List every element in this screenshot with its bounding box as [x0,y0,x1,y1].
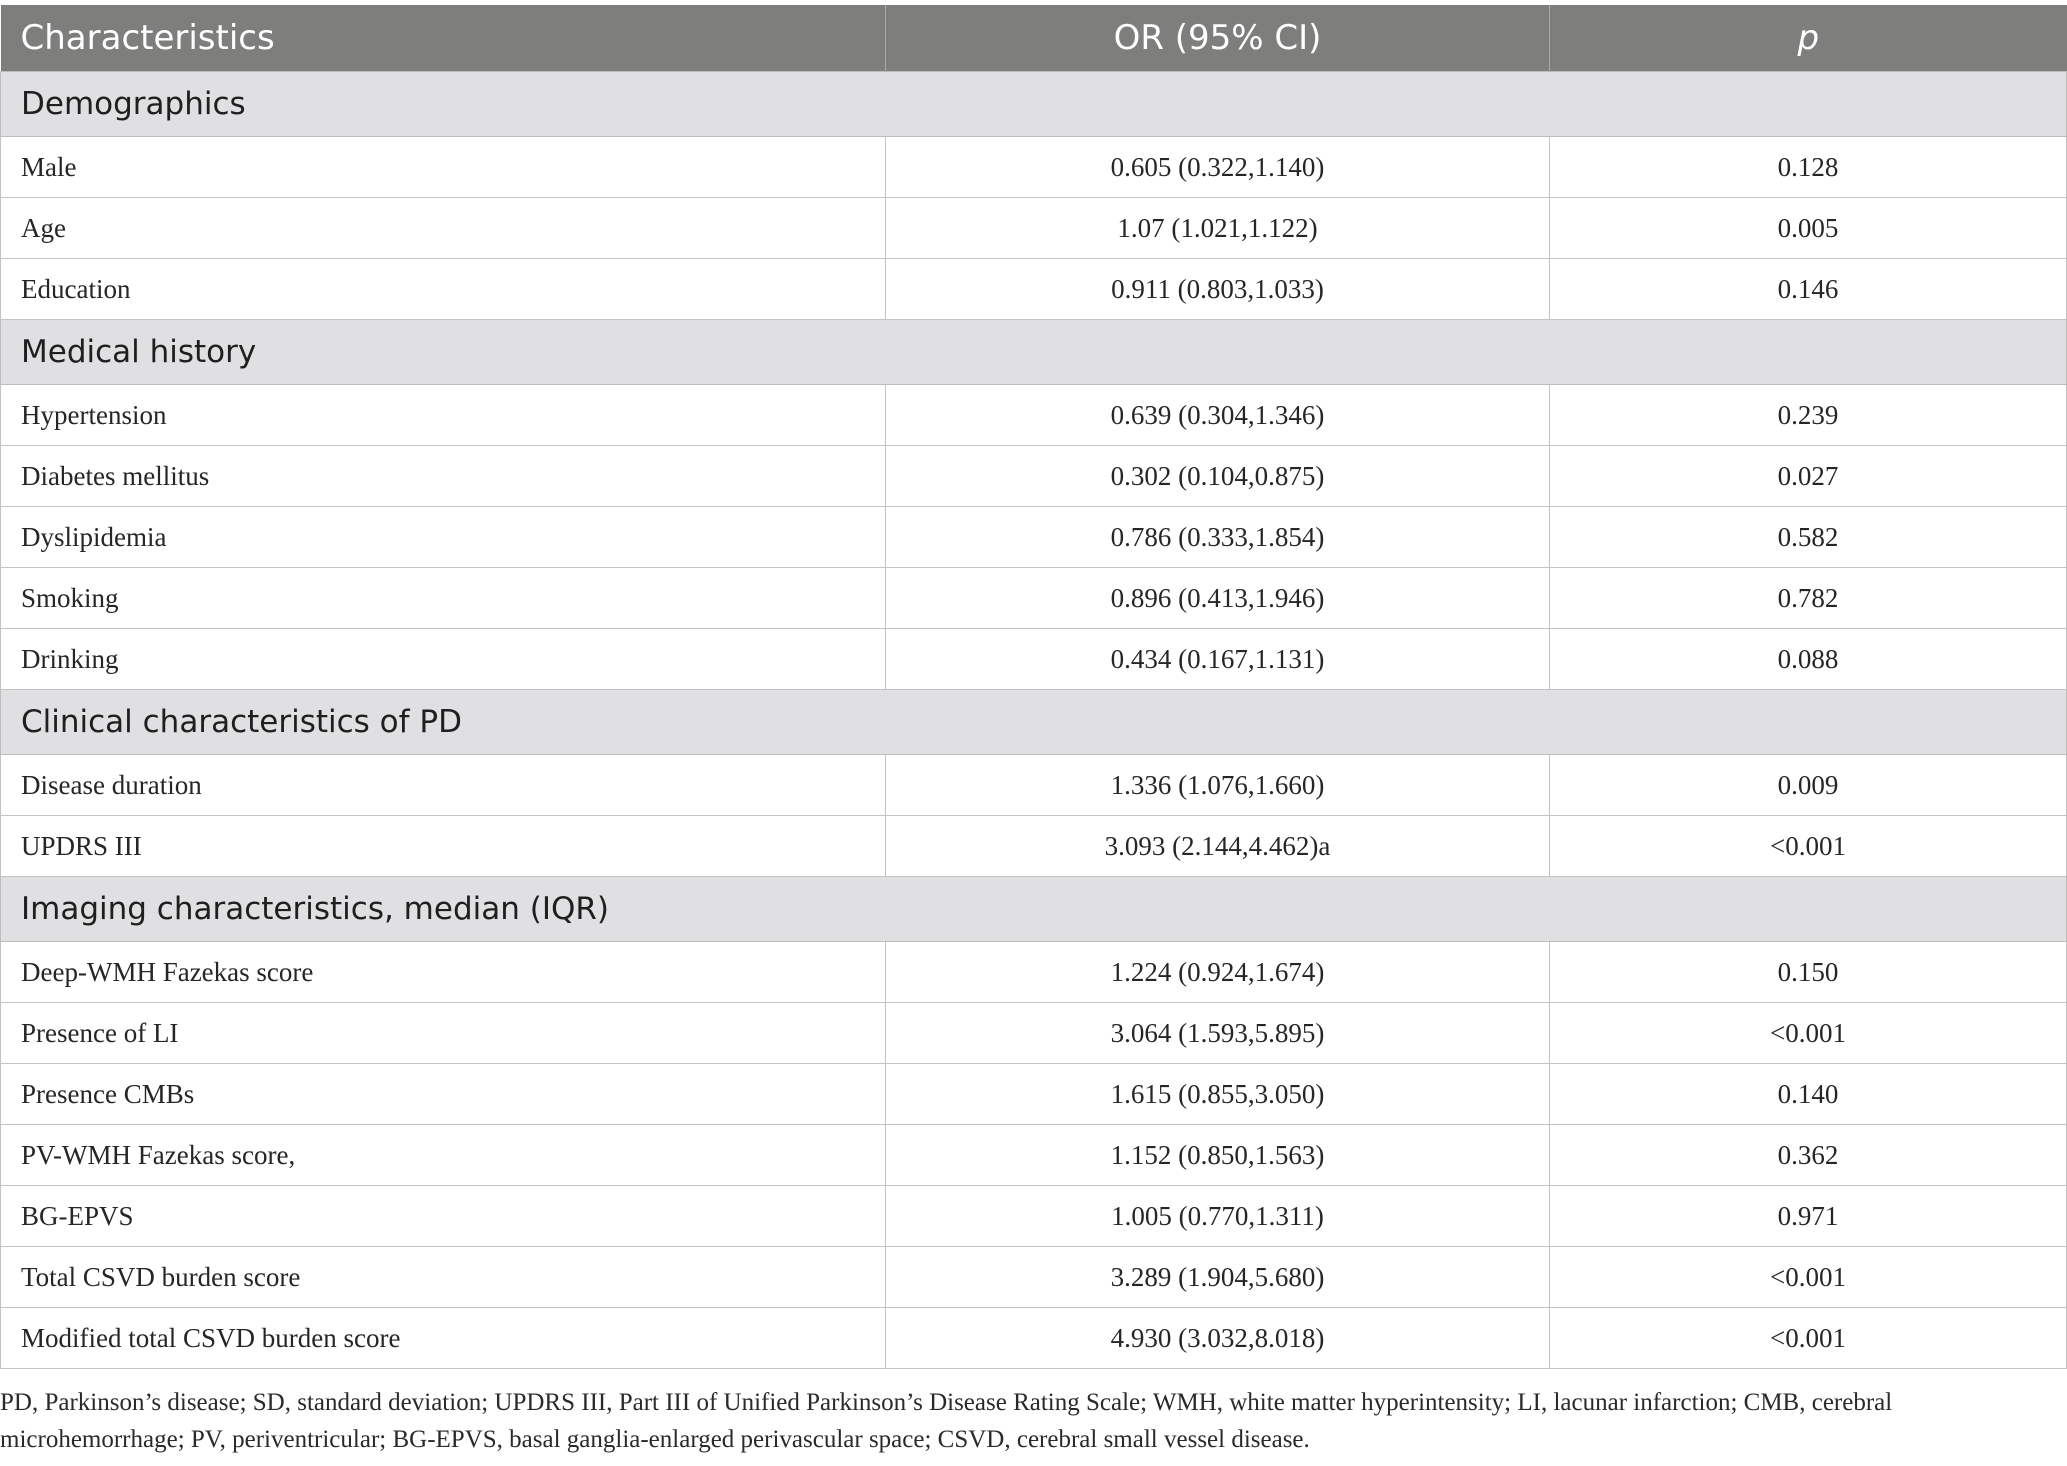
row-p: 0.140 [1550,1064,2067,1125]
row-p: 0.362 [1550,1125,2067,1186]
table-row [1,755,2067,816]
section-header [1,877,2067,942]
row-p: <0.001 [1550,816,2067,877]
row-or: 1.615 (0.855,3.050) [886,1064,1550,1125]
row-label: Presence CMBs [1,1064,886,1125]
section-header [1,320,2067,385]
row-label: Hypertension [1,385,886,446]
row-label: Total CSVD burden score [1,1247,886,1308]
row-label: Presence of LI [1,1003,886,1064]
row-label: UPDRS III [1,816,886,877]
row-or: 1.224 (0.924,1.674) [886,942,1550,1003]
table-row [1,507,2067,568]
row-or: 0.911 (0.803,1.033) [886,259,1550,320]
header-characteristics: Characteristics [1,5,886,72]
table-row [1,629,2067,690]
odds-ratio-table [0,5,2067,1369]
row-or: 0.786 (0.333,1.854) [886,507,1550,568]
row-label: Smoking [1,568,886,629]
row-or: 0.896 (0.413,1.946) [886,568,1550,629]
header-row [1,5,2067,72]
row-p: 0.782 [1550,568,2067,629]
row-or: 0.605 (0.322,1.140) [886,137,1550,198]
row-p: 0.009 [1550,755,2067,816]
row-p: <0.001 [1550,1003,2067,1064]
row-p: <0.001 [1550,1308,2067,1369]
row-p: 0.146 [1550,259,2067,320]
row-or: 1.336 (1.076,1.660) [886,755,1550,816]
row-p: 0.027 [1550,446,2067,507]
table-row [1,198,2067,259]
row-or: 3.093 (2.144,4.462)a [886,816,1550,877]
section-title: Medical history [1,320,2067,385]
row-p: 0.005 [1550,198,2067,259]
row-p: 0.582 [1550,507,2067,568]
row-p: 0.150 [1550,942,2067,1003]
table-row [1,1125,2067,1186]
row-p: 0.239 [1550,385,2067,446]
row-p: 0.128 [1550,137,2067,198]
row-or: 0.639 (0.304,1.346) [886,385,1550,446]
row-p: 0.971 [1550,1186,2067,1247]
table-row [1,1247,2067,1308]
table-row [1,1308,2067,1369]
row-label: Deep-WMH Fazekas score [1,942,886,1003]
row-or: 1.07 (1.021,1.122) [886,198,1550,259]
row-or: 1.005 (0.770,1.311) [886,1186,1550,1247]
row-label: Education [1,259,886,320]
row-or: 3.064 (1.593,5.895) [886,1003,1550,1064]
row-label: Diabetes mellitus [1,446,886,507]
section-title: Imaging characteristics, median (IQR) [1,877,2067,942]
row-or: 3.289 (1.904,5.680) [886,1247,1550,1308]
row-label: Dyslipidemia [1,507,886,568]
table-row [1,1064,2067,1125]
row-p: 0.088 [1550,629,2067,690]
row-or: 0.434 (0.167,1.131) [886,629,1550,690]
row-or: 0.302 (0.104,0.875) [886,446,1550,507]
table-row [1,446,2067,507]
row-or: 4.930 (3.032,8.018) [886,1308,1550,1369]
table-row [1,816,2067,877]
table-row [1,385,2067,446]
table-footnote: PD, Parkinson’s disease; SD, standard deviation; UPDRS III, Part III of Unified Parkinson’s Disease Rating Scale; WMH, white matter hyperintensity; LI, lacunar infarction; CMB, cerebral microhemorrhage; PV, periventricular; BG-EPVS, basal ganglia-enlarged perivascular space; CSVD, cerebral small vessel disease. [0,1389,1893,1453]
header-p-value: p [1550,5,2067,72]
section-title: Demographics [1,72,2067,137]
section-header [1,690,2067,755]
row-label: Modified total CSVD burden score [1,1308,886,1369]
row-label: BG-EPVS [1,1186,886,1247]
table-row [1,1186,2067,1247]
table-row [1,137,2067,198]
row-label: Male [1,137,886,198]
table-row [1,942,2067,1003]
table-row [1,1003,2067,1064]
row-label: Disease duration [1,755,886,816]
table-row [1,259,2067,320]
row-label: PV-WMH Fazekas score, [1,1125,886,1186]
row-label: Drinking [1,629,886,690]
row-label: Age [1,198,886,259]
section-header [1,72,2067,137]
row-or: 1.152 (0.850,1.563) [886,1125,1550,1186]
row-p: <0.001 [1550,1247,2067,1308]
table-row [1,568,2067,629]
section-title: Clinical characteristics of PD [1,690,2067,755]
header-or-ci: OR (95% CI) [886,5,1550,72]
